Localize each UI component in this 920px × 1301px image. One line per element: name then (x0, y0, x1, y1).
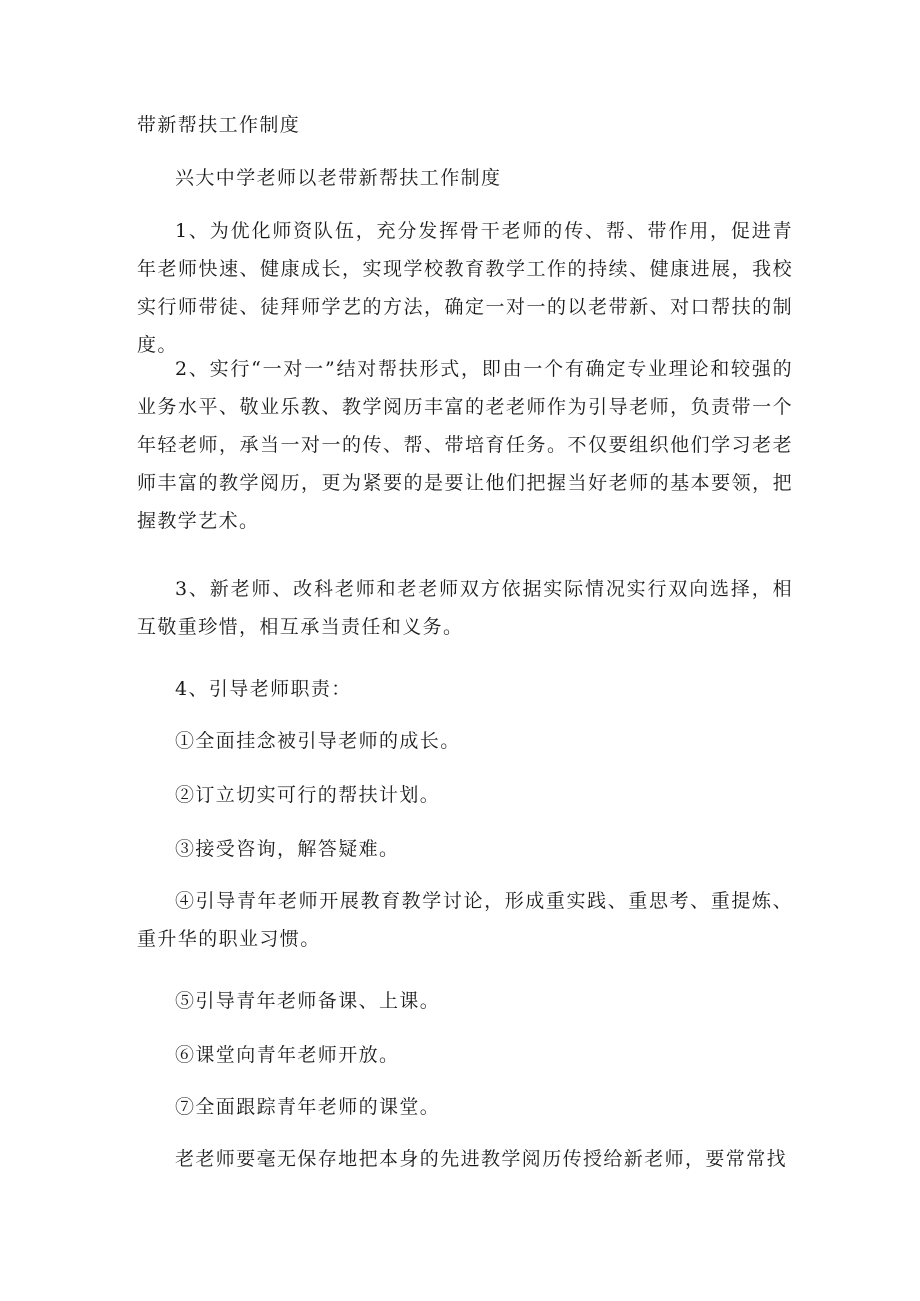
duty-item-6: ⑥课堂向青年老师开放。 (175, 1044, 400, 1066)
paragraph-4: 4、引导老师职责： (175, 678, 352, 700)
duty-item-1: ①全面挂念被引导老师的成长。 (175, 730, 461, 752)
document-title: 带新帮扶工作制度 (137, 114, 301, 136)
duty-item-7: ⑦全面跟踪青年老师的课堂。 (175, 1096, 441, 1118)
duty-item-4: ④引导青年老师开展教育教学讨论，形成重实践、重思考、重提炼、重升华的职业习惯。 (137, 890, 793, 950)
paragraph-closing: 老老师要毫无保存地把本身的先进教学阅历传授给新老师，要常常找 (175, 1148, 788, 1170)
paragraph-2: 2、实行“一对一”结对帮扶形式，即由一个有确定专业理论和较强的业务水平、敬业乐教、教学阅历丰富的老老师作为引导老师，负责带一个年轻老师，承当一对一的传、帮、带培育任务。不仅要组织他们学习老老师丰富的教学阅历，更为紧要的是要让他们把握当好老师的基本要领，把握教学艺术。 (137, 358, 793, 532)
paragraph-3: 3、新老师、改科老师和老老师双方依据实际情况实行双向选择，相互敬重珍惜，相互承当责任和义务。 (137, 578, 793, 638)
duty-item-3: ③接受咨询，解答疑难。 (175, 838, 400, 860)
paragraph-1: 1、为优化师资队伍，充分发挥骨干老师的传、帮、带作用，促进青年老师快速、健康成长，实现学校教育教学工作的持续、健康进展，我校实行师带徒、徒拜师学艺的方法，确定一对一的以老带新、对口帮扶的制度。 (137, 220, 793, 356)
duty-item-2: ②订立切实可行的帮扶计划。 (175, 784, 441, 806)
document-subtitle: 兴大中学老师以老带新帮扶工作制度 (175, 167, 502, 189)
duty-item-5: ⑤引导青年老师备课、上课。 (175, 990, 441, 1012)
